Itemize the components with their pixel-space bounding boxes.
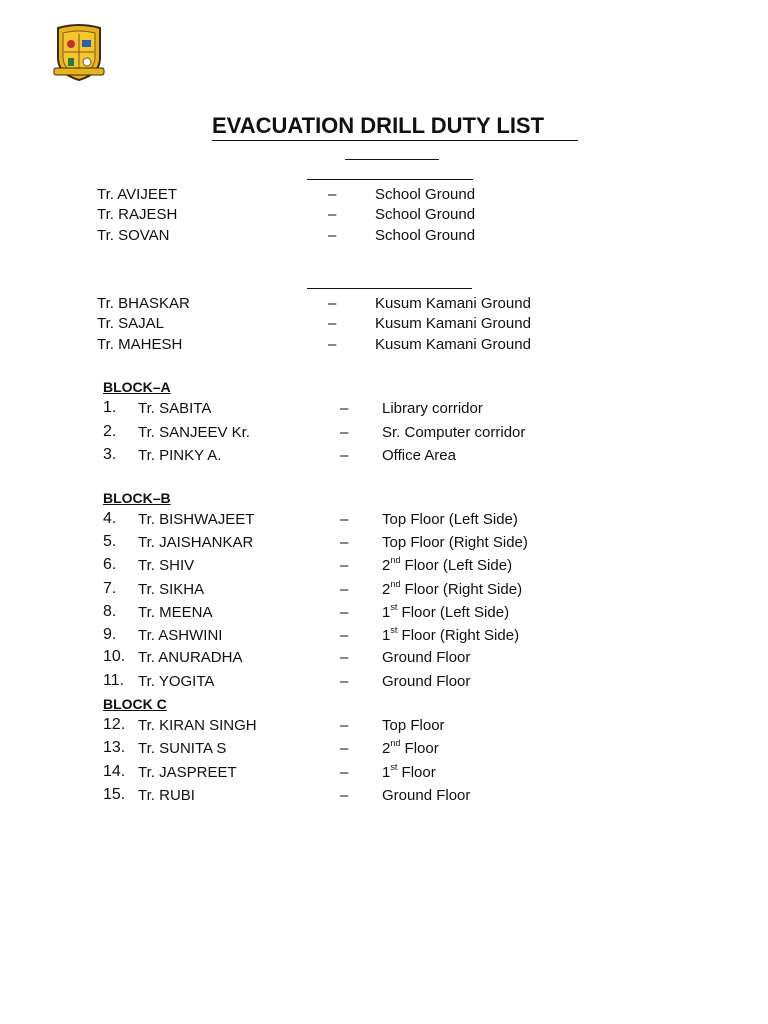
separator-dash: – <box>328 227 337 244</box>
teacher-name: Tr. PINKY A. <box>138 447 222 464</box>
teacher-name: Tr. SABITA <box>138 400 212 417</box>
separator-dash: – <box>328 315 337 332</box>
teacher-name: Tr. RUBI <box>138 787 195 804</box>
location-ordinal-suffix: nd <box>390 555 401 565</box>
location-label <box>382 580 522 600</box>
location-label: School Ground <box>375 186 476 203</box>
location-ordinal: 2 <box>382 581 391 598</box>
item-number: 8. <box>103 603 117 620</box>
location-label: Kusum Kamani Ground <box>375 295 531 312</box>
location-rest: Floor (Right Side) <box>400 581 523 598</box>
teacher-name: Tr. JASPREET <box>138 764 237 781</box>
location-label: Office Area <box>382 447 456 464</box>
separator-dash: – <box>340 447 349 464</box>
location-label: Top Floor (Right Side) <box>382 534 528 551</box>
block-heading: BLOCK–A <box>103 379 171 395</box>
teacher-name: Tr. JAISHANKAR <box>138 534 254 551</box>
location-ordinal-suffix: st <box>390 762 398 772</box>
separator-dash: – <box>340 787 349 804</box>
separator-dash: – <box>340 534 349 551</box>
teacher-name: Tr. ANURADHA <box>138 649 243 666</box>
separator-dash: – <box>340 673 349 690</box>
teacher-name: Tr. SOVAN <box>97 227 170 244</box>
location-label: Library corridor <box>382 400 483 417</box>
location-label: Top Floor (Left Side) <box>382 511 518 528</box>
separator-dash: – <box>340 764 349 781</box>
location-ordinal: 1 <box>382 764 391 781</box>
separator-dash: – <box>328 336 337 353</box>
separator-dash: – <box>340 740 349 757</box>
location-label: Ground Floor <box>382 673 471 690</box>
location-label: School Ground <box>375 206 476 223</box>
location-label: Top Floor <box>382 717 445 734</box>
teacher-name: Tr. KIRAN SINGH <box>138 717 257 734</box>
separator-dash: – <box>340 511 349 528</box>
teacher-name: Tr. AVIJEET <box>97 186 178 203</box>
separator-dash: – <box>340 424 349 441</box>
block-heading: BLOCK–B <box>103 490 171 506</box>
item-number: 9. <box>103 626 117 643</box>
teacher-name: Tr. SHIV <box>138 557 195 574</box>
separator-dash: – <box>328 186 337 203</box>
teacher-name: Tr. YOGITA <box>138 673 215 690</box>
item-number: 15. <box>103 786 126 803</box>
location-ordinal: 1 <box>382 604 391 621</box>
location-label <box>382 556 512 576</box>
item-number: 14. <box>103 763 126 780</box>
location-ordinal: 1 <box>382 627 391 644</box>
location-ordinal: 2 <box>382 557 391 574</box>
teacher-name: Tr. MAHESH <box>97 336 183 353</box>
item-number: 2. <box>103 423 117 440</box>
location-label: Kusum Kamani Ground <box>375 336 531 353</box>
separator-dash: – <box>340 649 349 666</box>
teacher-name: Tr. MEENA <box>138 604 213 621</box>
teacher-name: Tr. SAJAL <box>97 315 164 332</box>
teacher-name: Tr. SANJEEV Kr. <box>138 424 250 441</box>
school-crest-logo <box>52 24 106 82</box>
location-label <box>382 603 509 623</box>
teacher-name: Tr. ASHWINI <box>138 627 223 644</box>
location-rest: Floor (Left Side) <box>397 604 510 621</box>
location-ordinal-suffix: st <box>390 602 398 612</box>
location-label <box>382 626 519 646</box>
item-number: 13. <box>103 739 126 756</box>
item-number: 3. <box>103 446 117 463</box>
separator-dash: – <box>328 295 337 312</box>
separator-dash: – <box>340 581 349 598</box>
divider-line <box>307 179 473 180</box>
location-label <box>382 763 436 783</box>
item-number: 7. <box>103 580 117 597</box>
separator-dash: – <box>328 206 337 223</box>
teacher-name: Tr. SIKHA <box>138 581 205 598</box>
location-ordinal-suffix: nd <box>390 738 401 748</box>
separator-dash: – <box>340 627 349 644</box>
item-number: 10. <box>103 648 126 665</box>
item-number: 11. <box>103 672 125 689</box>
separator-dash: – <box>340 717 349 734</box>
teacher-name: Tr. BISHWAJEET <box>138 511 255 528</box>
teacher-name: Tr. RAJESH <box>97 206 178 223</box>
location-rest: Floor <box>400 740 439 757</box>
location-label: School Ground <box>375 227 476 244</box>
item-number: 4. <box>103 510 117 527</box>
divider-line <box>345 159 439 160</box>
item-number: 5. <box>103 533 117 550</box>
divider-line <box>307 288 472 289</box>
location-label: Ground Floor <box>382 787 471 804</box>
location-rest: Floor <box>397 764 436 781</box>
location-label <box>382 739 439 759</box>
item-number: 12. <box>103 716 126 733</box>
block-heading: BLOCK C <box>103 696 167 712</box>
location-rest: Floor (Right Side) <box>397 627 520 644</box>
separator-dash: – <box>340 604 349 621</box>
item-number: 6. <box>103 556 117 573</box>
separator-dash: – <box>340 557 349 574</box>
location-ordinal: 2 <box>382 740 391 757</box>
location-label: Ground Floor <box>382 649 471 666</box>
separator-dash: – <box>340 400 349 417</box>
item-number: 1. <box>103 399 117 416</box>
location-ordinal-suffix: st <box>390 625 398 635</box>
location-label: Sr. Computer corridor <box>382 424 526 441</box>
teacher-name: Tr. BHASKAR <box>97 295 190 312</box>
teacher-name: Tr. SUNITA S <box>138 740 227 757</box>
location-ordinal-suffix: nd <box>390 579 401 589</box>
location-label: Kusum Kamani Ground <box>375 315 531 332</box>
page-title: EVACUATION DRILL DUTY LIST <box>212 113 578 141</box>
location-rest: Floor (Left Side) <box>400 557 513 574</box>
